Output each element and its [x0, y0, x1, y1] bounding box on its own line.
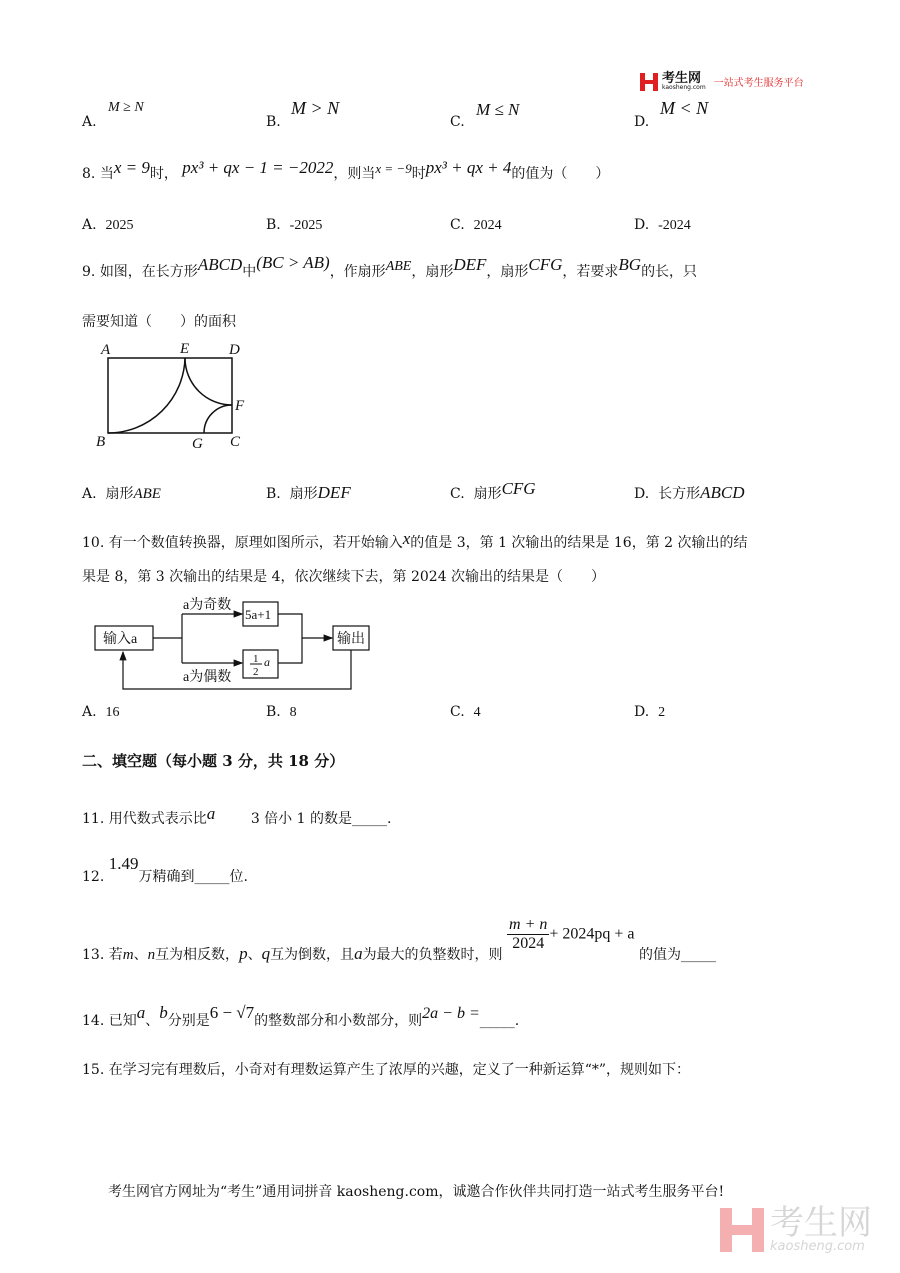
q7-option-d-label: D. [634, 114, 650, 130]
q8-text: 时， [149, 166, 178, 182]
even-label: a为偶数 [183, 670, 232, 685]
q9-text: ，作扇形 [329, 264, 386, 280]
logo-slogan: 一站式考生服务平台 [713, 78, 804, 89]
logo-icon [640, 73, 658, 91]
q8-expr: px³ + qx + 4 [425, 158, 512, 177]
q10-expr: x [402, 529, 411, 548]
q13-fraction: $\frac{m + n}{2024}$ [509, 916, 548, 952]
watermark-sub: kaosheng.com [770, 1239, 865, 1254]
loop-arrow [123, 650, 351, 689]
q10-text: 有一个数值转换器，原理如图所示，若开始输入 [108, 535, 403, 551]
label-g: G [192, 436, 203, 452]
logo-text: 考生网 [662, 71, 702, 86]
q10-text-line2: 果是 8，第 3 次输出的结果是 4，依次继续下去，第 2024 次输出的结果是（ ） [82, 569, 606, 585]
q9-text: ，扇形 [486, 264, 529, 280]
q8-text: 当 [99, 166, 114, 182]
q9-option-a: A. 扇形ABE [82, 486, 161, 502]
q9-expr: DEF [453, 255, 487, 274]
label-a: A [101, 342, 111, 358]
q9-text: 如图，在长方形 [99, 264, 198, 280]
q10-text: 的值是 3，第 1 次输出的结果是 16，第 2 次输出的结 [410, 535, 748, 551]
question-12: 12. 1.49万精确到_____位. [82, 854, 248, 885]
q8-expr: px³ + qx − 1 = −2022 [182, 158, 334, 177]
question-14: 14. 已知a、b分别是6 − √7的整数部分和小数部分，则2a − b =_____. [82, 1003, 520, 1029]
q9-text: 的长，只 [641, 264, 698, 280]
q9-text-line2: 需要知道（ ）的面积 [82, 314, 236, 330]
q7-option-b-label: B. [266, 114, 281, 130]
q9-expr: CFG [528, 255, 563, 274]
q8-number: 8. [82, 166, 96, 182]
question-13: 13. 若m、n互为相反数，p、q互为倒数，且a为最大的负整数时，则 $\frac{m + n}{2024}$ + 2024pq + a 的值为_____ [82, 916, 716, 963]
q10-flowchart [0, 0, 400, 700]
q10-option-b: B. 8 [266, 704, 297, 720]
q9-expr: (BC > AB) [256, 253, 330, 272]
q8-option-d: D. -2024 [634, 217, 691, 233]
q8-expr: x = −9 [375, 161, 412, 176]
q9-option-d: D. 长方形ABCD [634, 483, 745, 502]
q9-option-b: B. 扇形DEF [266, 483, 351, 502]
q9-expr: ABE [385, 259, 412, 274]
q8-text: 时 [411, 166, 426, 182]
q7-option-b-expr: M > N [291, 98, 340, 118]
q7-option-d-expr: M < N [660, 98, 709, 118]
input-label: 输入a [103, 632, 138, 647]
even-op-var: a [264, 655, 270, 669]
even-op-den: 2 [253, 666, 259, 678]
logo-sub: kaosheng.com [662, 84, 706, 91]
label-b: B [96, 434, 106, 450]
output-label: 输出 [337, 632, 365, 647]
label-e: E [180, 341, 190, 357]
q10-option-d: D. 2 [634, 704, 666, 720]
label-d: D [229, 342, 240, 358]
q9-expr: ABCD [197, 255, 243, 274]
label-f: F [235, 398, 245, 414]
watermark-text: 考生网 [770, 1203, 872, 1243]
q7-option-a-expr: M ≥ N [108, 100, 144, 115]
watermark [720, 1203, 872, 1254]
label-c: C [230, 434, 241, 450]
q8-expr: x = 9 [113, 158, 150, 177]
q9-text: ，扇形 [411, 264, 454, 280]
q8-text: ，则当 [333, 166, 376, 182]
q10-option-c: C. 4 [450, 704, 481, 720]
question-11: 11. 用代数式表示比a 3 倍小 1 的数是_____. [82, 804, 392, 827]
q9-text: 中 [242, 264, 257, 280]
q9-number: 9. [82, 264, 96, 280]
section-2-title: 二、填空题（每小题 3 分，共 18 分） [82, 752, 345, 770]
header-logo [640, 72, 804, 91]
question-15: 15. 在学习完有理数后，小奇对有理数运算产生了浓厚的兴趣，定义了一种新运算“*”，规则如下： [82, 1062, 691, 1078]
q9-option-c: C. 扇形CFG [450, 479, 536, 502]
q7-option-c-expr: M ≤ N [476, 100, 520, 119]
q9-expr: BG [618, 255, 642, 274]
q8-option-c: C. 2024 [450, 217, 502, 233]
q8-text: 的值为（ ） [511, 166, 610, 182]
even-op-num: 1 [253, 653, 259, 665]
q9-text: ，若要求 [562, 264, 619, 280]
odd-label: a为奇数 [183, 598, 232, 613]
footer-text: 考生网官方网址为“考生”通用词拼音 kaosheng.com，诚邀合作伙伴共同打造一站式考生服务平台! [108, 1184, 725, 1200]
q8-option-b: B. -2025 [266, 217, 323, 233]
q10-option-a: A. 16 [82, 704, 120, 720]
odd-op: 5a+1 [245, 607, 272, 622]
q7-option-c-label: C. [450, 114, 465, 130]
q10-number: 10. [82, 535, 105, 551]
q7-option-a-label: A. [82, 114, 97, 130]
watermark-logo-icon [720, 1208, 764, 1252]
q8-option-a: A. 2025 [82, 217, 134, 233]
